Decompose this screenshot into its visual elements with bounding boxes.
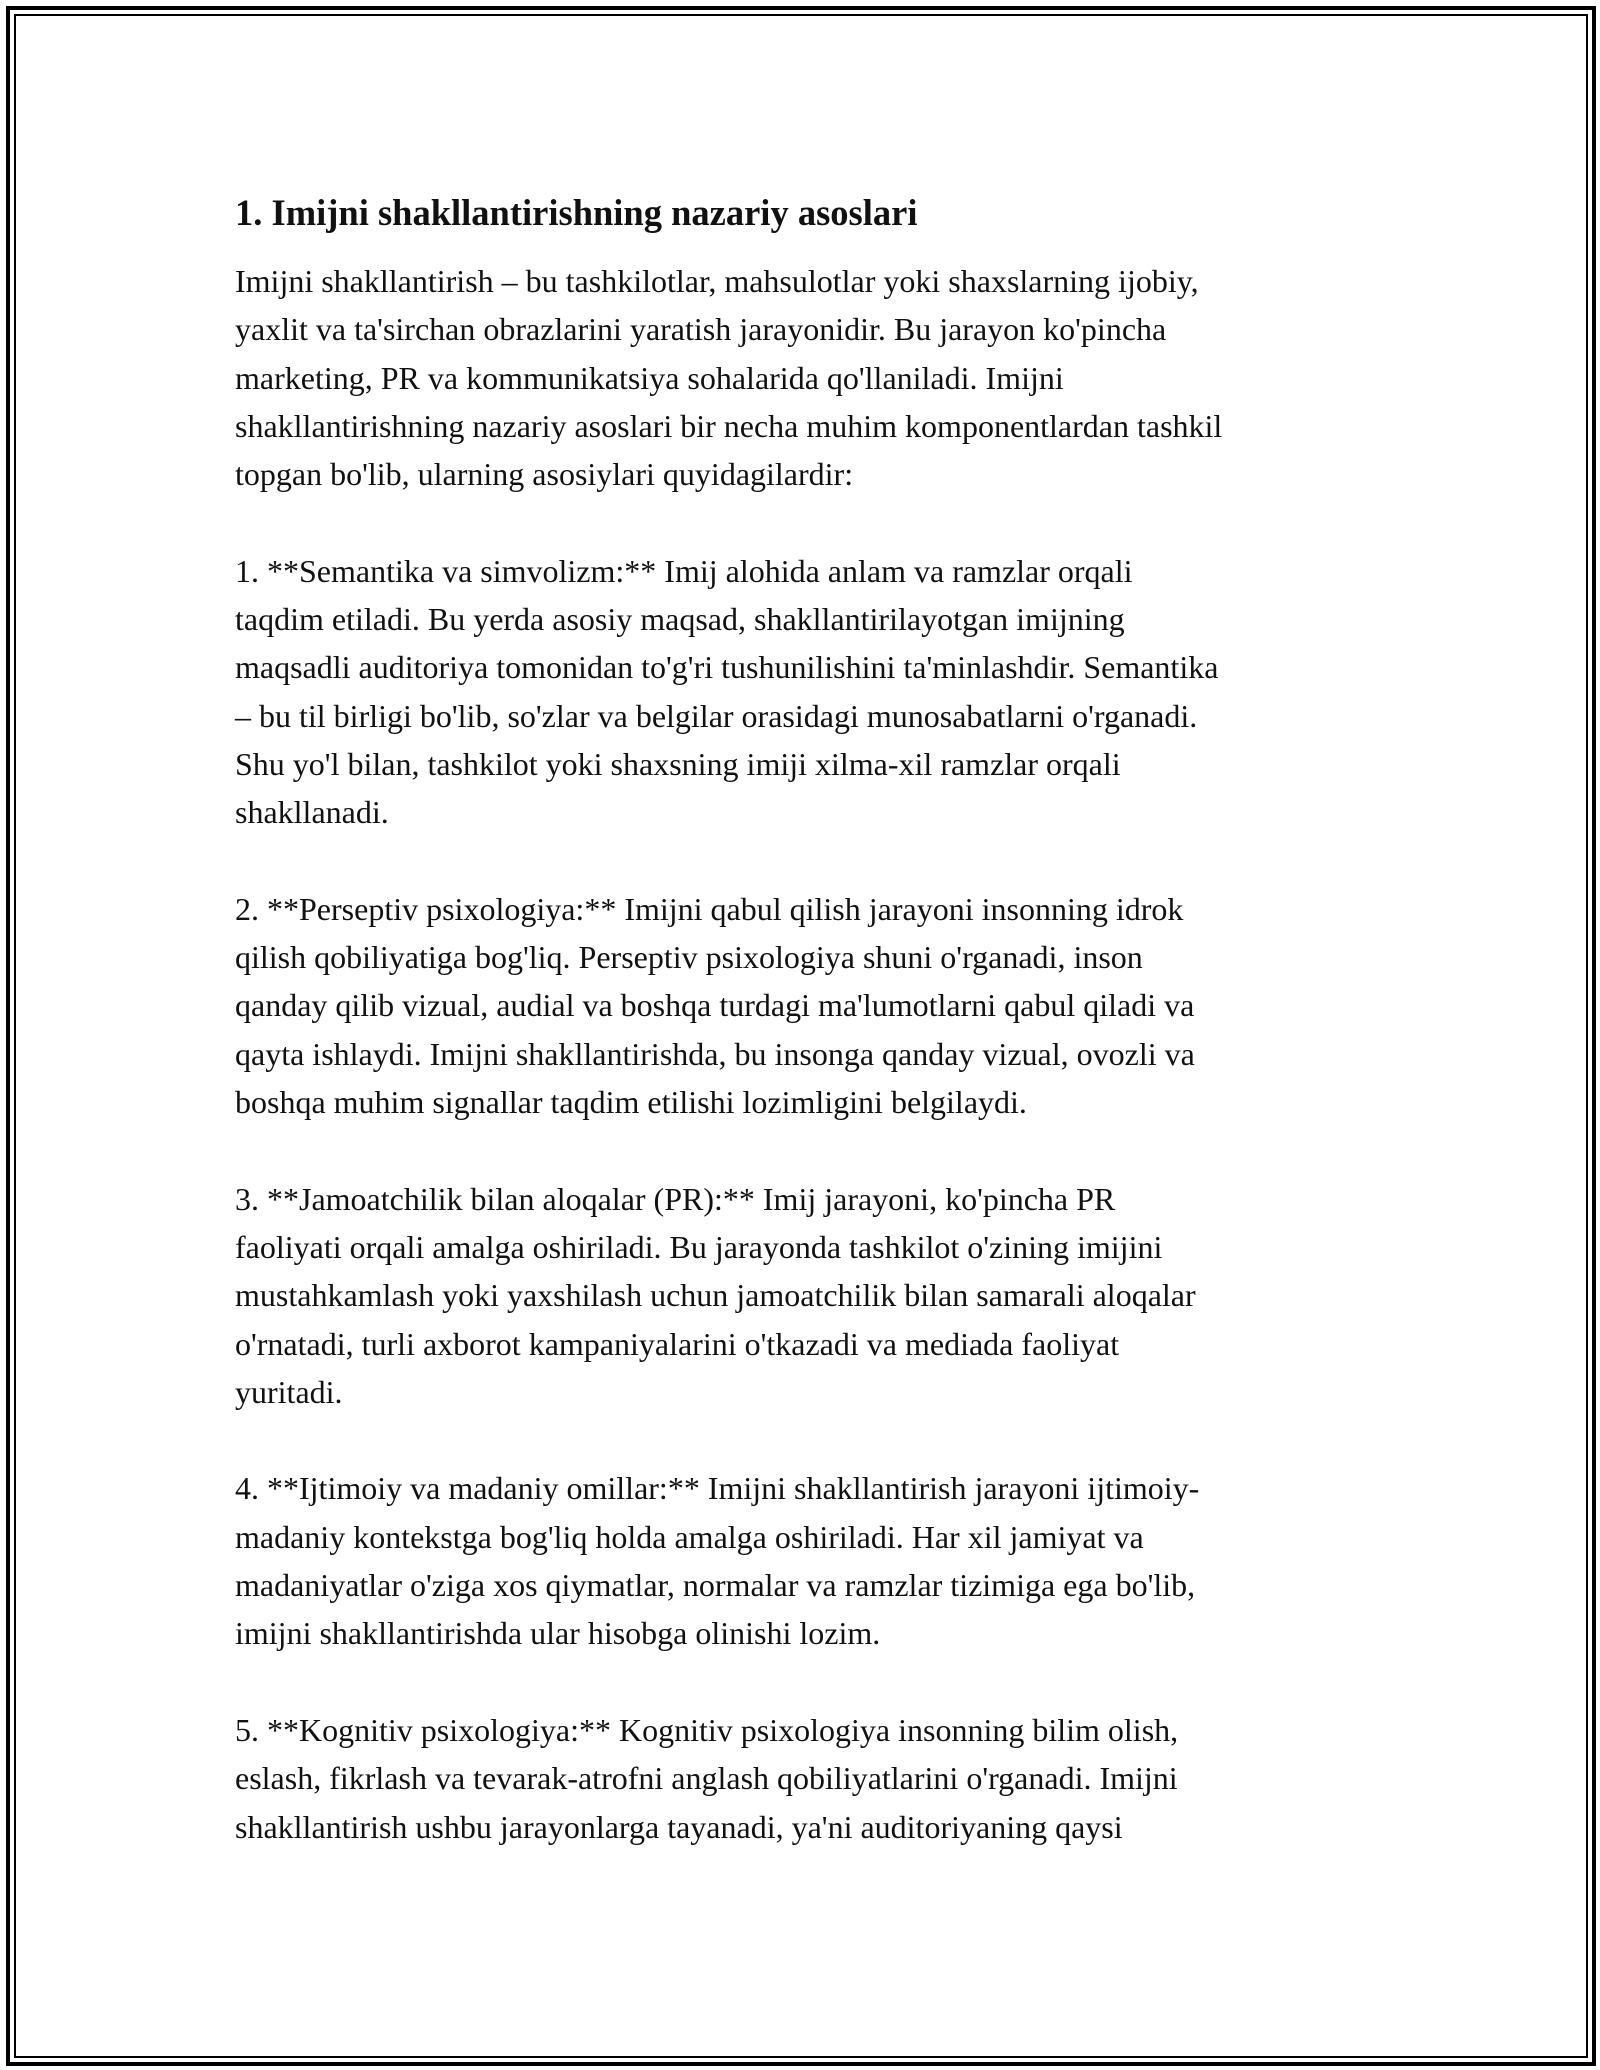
text-line: Imijni shakllantirish – bu tashkilotlar, mahsulotlar yoki shaxslarning ijobiy, (235, 263, 1199, 299)
paragraph-gap (235, 1416, 1385, 1464)
text-line: o'rnatadi, turli axborot kampaniyalarini o'tkazadi va mediada faoliyat (235, 1325, 1120, 1362)
text-line: eslash, fikrlash va tevarak-atrofni anglash qobiliyatlarini o'rganadi. Imijni (235, 1760, 1178, 1797)
paragraph-item-4 (235, 1464, 1385, 1657)
paragraph-gap (235, 1658, 1385, 1706)
text-line: faoliyati orqali amalga oshiriladi. Bu jarayonda tashkilot o'zining imijini (235, 1228, 1163, 1265)
text-line: qilish qobiliyatiga bog'liq. Perseptiv psixologiya shuni o'rganadi, inson (235, 939, 1143, 976)
text-line: madaniy kontekstga bog'liq holda amalga oshiriladi. Har xil jamiyat va (235, 1518, 1144, 1555)
section-heading: 1. Imijni shakllantirishning nazariy asoslari (235, 192, 918, 233)
document-body (235, 187, 1385, 1851)
text-line: mustahkamlash yoki yaxshilash uchun jamoatchilik bilan samarali aloqalar (235, 1277, 1196, 1314)
paragraph-gap (235, 1126, 1385, 1174)
paragraph-item-1 (235, 547, 1385, 837)
text-line: boshqa muhim signallar taqdim etilishi lozimligini belgilaydi. (235, 1084, 1027, 1121)
text-line: 1. **Semantika va simvolizm:** Imij alohida anlam va ramzlar orqali (235, 552, 1133, 589)
text-line: 5. **Kognitiv psixologiya:** Kognitiv psixologiya insonning bilim olish, (235, 1711, 1179, 1748)
text-line: yaxlit va ta'sirchan obrazlarini yaratish jarayonidir. Bu jarayon ko'pincha (235, 311, 1167, 348)
paragraph-intro (235, 257, 1385, 498)
paragraph-item-5 (235, 1706, 1385, 1851)
text-line: 2. **Perseptiv psixologiya:** Imijni qabul qilish jarayoni insonning idrok (235, 890, 1184, 927)
text-line: – bu til birligi bo'lib, so'zlar va belgilar orasidagi munosabatlarni o'rganadi. (235, 697, 1198, 734)
text-line: yuritadi. (235, 1373, 343, 1410)
text-line: maqsadli auditoriya tomonidan to'g'ri tushunilishini ta'minlashdir. Semantika (235, 649, 1219, 686)
text-line: madaniyatlar o'ziga xos qiymatlar, normalar va ramzlar tizimiga ega bo'lib, (235, 1567, 1196, 1604)
text-line: 4. **Ijtimoiy va madaniy omillar:** Imijni shakllantirish jarayoni ijtimoiy- (235, 1470, 1200, 1507)
paragraph-item-2 (235, 885, 1385, 1126)
text-line: taqdim etiladi. Bu yerda asosiy maqsad, shakllantirilayotgan imijning (235, 601, 1125, 638)
paragraph-gap (235, 837, 1385, 885)
text-line: qanday qilib vizual, audial va boshqa turdagi ma'lumotlarni qabul qiladi va (235, 987, 1195, 1024)
text-line: imijni shakllantirishda ular hisobga olinishi lozim. (235, 1615, 881, 1652)
text-line: shakllantirish ushbu jarayonlarga tayanadi, ya'ni auditoriyaning qaysi (235, 1808, 1123, 1845)
text-line: 3. **Jamoatchilik bilan aloqalar (PR):** Imij jarayoni, ko'pincha PR (235, 1180, 1116, 1217)
text-line: Shu yo'l bilan, tashkilot yoki shaxsning imiji xilma-xil ramzlar orqali (235, 745, 1121, 782)
text-line: shakllantirishning nazariy asoslari bir necha muhim komponentlardan tashkil (235, 407, 1223, 444)
text-line: topgan bo'lib, ularning asosiylari quyidagilardir: (235, 456, 854, 493)
paragraph-item-3 (235, 1175, 1385, 1416)
text-line: shakllanadi. (235, 794, 389, 831)
text-line: marketing, PR va kommunikatsiya sohalarida qo'llaniladi. Imijni (235, 359, 1064, 396)
text-line: qayta ishlaydi. Imijni shakllantirishda, bu insonga qanday vizual, ovozli va (235, 1035, 1195, 1072)
paragraph-gap (235, 498, 1385, 546)
